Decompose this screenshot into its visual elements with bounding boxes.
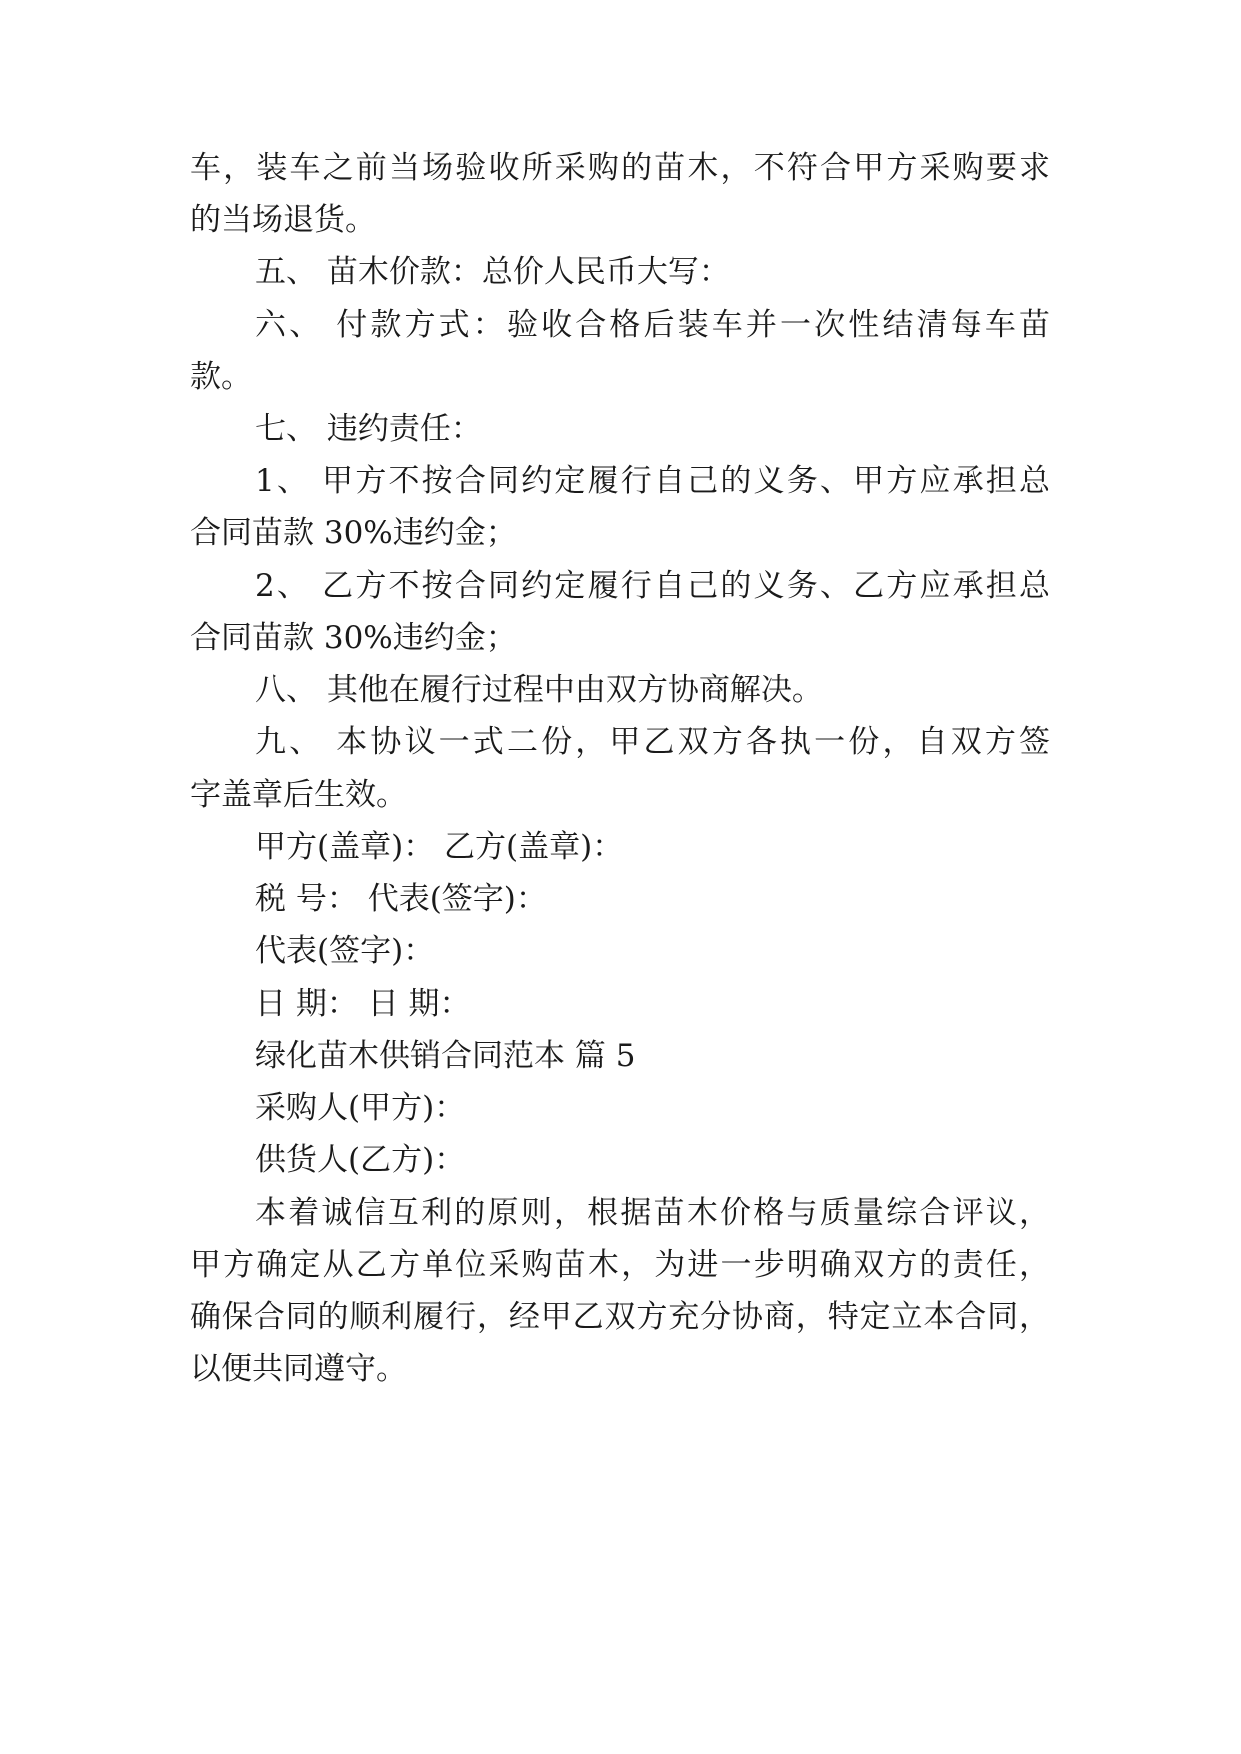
text-line: 车，装车之前当场验收所采购的苗木，不符合甲方采购要求 — [190, 150, 1050, 186]
text-line: 款。 — [190, 359, 252, 395]
clause-1: 1、 甲方不按合同约定履行自己的义务、甲方应承担总 — [255, 463, 1050, 499]
clause-2: 2、 乙方不按合同约定履行自己的义务、乙方应承担总 — [255, 568, 1050, 604]
paragraph-line: 以便共同遵守。 — [190, 1351, 407, 1387]
representative-line: 代表(签字)： — [255, 933, 435, 969]
text-line: 合同苗款 30%违约金； — [190, 515, 517, 551]
supplier-line: 供货人(乙方)： — [255, 1142, 466, 1178]
date-line: 日 期： 日 期： — [255, 986, 471, 1022]
section-seven: 七、 违约责任： — [255, 411, 482, 447]
text-line: 合同苗款 30%违约金； — [190, 620, 517, 656]
section-six: 六、 付款方式：验收合格后装车并一次性结清每车苗 — [255, 307, 1050, 343]
paragraph-line: 本着诚信互利的原则，根据苗木价格与质量综合评议， — [255, 1195, 1050, 1231]
section-nine: 九、 本协议一式二份，甲乙双方各执一份，自双方签 — [255, 724, 1050, 760]
section-title: 绿化苗木供销合同范本 篇 5 — [255, 1038, 636, 1074]
text-line: 字盖章后生效。 — [190, 777, 407, 813]
section-eight: 八、 其他在履行过程中由双方协商解决。 — [255, 672, 823, 708]
text-line: 的当场退货。 — [190, 202, 376, 238]
paragraph-line: 甲方确定从乙方单位采购苗木，为进一步明确双方的责任， — [190, 1247, 1050, 1283]
purchaser-line: 采购人(甲方)： — [255, 1090, 466, 1126]
signature-party-line: 甲方(盖章)： 乙方(盖章)： — [255, 829, 624, 865]
paragraph-line: 确保合同的顺利履行，经甲乙双方充分协商，特定立本合同， — [190, 1299, 1050, 1335]
tax-number-line: 税 号： 代表(签字)： — [255, 881, 547, 917]
section-five: 五、 苗木价款：总价人民币大写： — [255, 254, 730, 290]
